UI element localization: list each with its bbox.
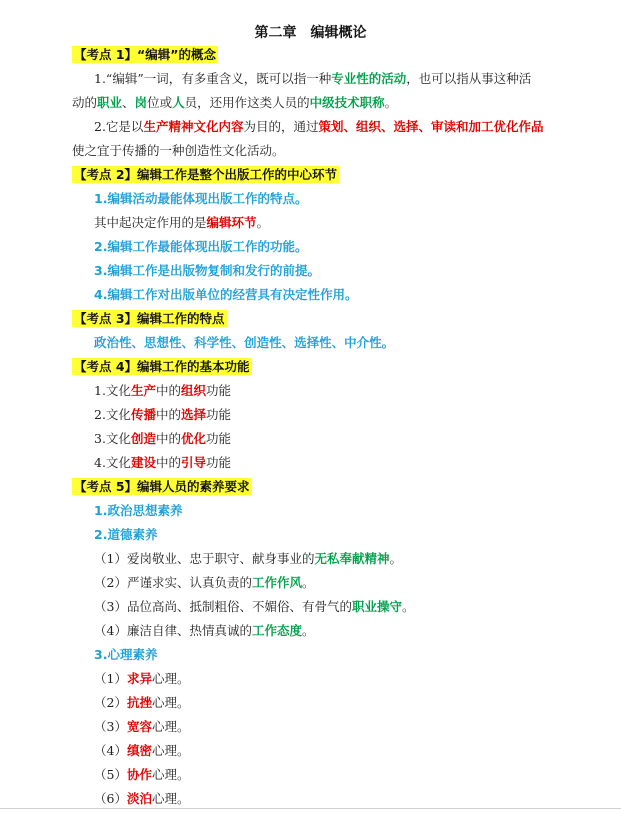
key-term: 岗 [134, 95, 148, 110]
trait: 创造性 [244, 335, 282, 350]
text-run: 中的 [155, 455, 181, 470]
key-term: 求异 [126, 671, 152, 686]
text-run: （4）廉洁自律、热情真诚的 [94, 623, 252, 638]
text-run: （5） [94, 767, 127, 782]
point-2-2: 2.编辑工作最能体现出版工作的功能。 [94, 239, 308, 254]
text-run: （3）品位高尚、抵制粗俗、不媚俗、有骨气的 [94, 599, 352, 614]
separator: 、 [231, 335, 245, 350]
section-heading-5-text: 【考点 5】编辑人员的素养要求 [74, 479, 250, 494]
section-heading-4-text: 【考点 4】编辑工作的基本功能 [74, 359, 250, 374]
text-run: （6） [94, 791, 127, 806]
text-run: 。 [256, 215, 270, 230]
text-run: 2.文化 [94, 407, 131, 422]
text-run: 中的 [155, 383, 181, 398]
text-run: 心理。 [151, 719, 190, 734]
function-item-2 [94, 406, 231, 424]
key-term: 优化 [180, 431, 206, 446]
key-term: 协作 [126, 767, 152, 782]
key-term: 无私奉献精神 [314, 551, 390, 566]
key-term: 工作作风 [251, 575, 302, 590]
text-run: 。 [389, 551, 402, 566]
moral-item-2 [94, 574, 315, 592]
moral-quality: 2.道德素养 [94, 527, 158, 542]
psych-item-2 [94, 694, 189, 712]
text-run: 其中起决定作用的是 [94, 215, 207, 230]
function-item-3 [94, 430, 231, 448]
text-run: 功能 [205, 431, 231, 446]
paragraph-1-line-2 [72, 94, 397, 112]
psych-item-4 [94, 742, 189, 760]
section-heading-5 [72, 478, 252, 496]
text-run: （2） [94, 695, 127, 710]
text-run: 。 [301, 623, 315, 638]
psych-quality: 3.心理素养 [94, 647, 158, 662]
text-run: 动的 [72, 95, 98, 110]
text-run: 心理。 [151, 671, 190, 686]
moral-item-3 [94, 598, 415, 616]
separator: 、 [281, 335, 295, 350]
key-term: 淡泊 [126, 791, 152, 806]
separator: 、 [131, 335, 145, 350]
section-heading-1-text: 【考点 1】“编辑”的概念 [74, 47, 216, 62]
point-2-1-detail [94, 214, 269, 232]
section-heading-2 [72, 166, 339, 184]
trait: 选择性 [294, 335, 332, 350]
psych-item-5 [94, 766, 189, 784]
trait: 思想性 [144, 335, 182, 350]
paragraph-1-line-1 [94, 70, 531, 88]
chapter-title: 第二章 编辑概论 [254, 25, 367, 41]
key-term: 策划、组织、选择、审读和加工优化作品 [318, 119, 544, 134]
section-heading-2-text: 【考点 2】编辑工作是整个出版工作的中心环节 [74, 167, 338, 182]
key-term: 传播 [130, 407, 156, 422]
key-term: 建设 [130, 455, 156, 470]
text-run: 。 [301, 575, 315, 590]
text-run: 、 [122, 95, 135, 110]
separator: 。 [381, 335, 395, 350]
psych-item-1 [94, 670, 189, 688]
text-run: 。 [384, 95, 398, 110]
key-term: 职业操守 [351, 599, 402, 614]
text-run: 心理。 [151, 695, 190, 710]
key-term: 职业 [97, 95, 123, 110]
text-run: 功能 [205, 383, 231, 398]
text-run: 位或 [147, 95, 173, 110]
text-run: 4.文化 [94, 455, 131, 470]
key-term: 组织 [180, 383, 206, 398]
key-term: 人 [172, 95, 185, 110]
text-run: 中的 [155, 407, 181, 422]
psych-item-3 [94, 718, 189, 736]
section-heading-4 [72, 358, 252, 376]
text-run: （1）爱岗敬业、忠于职守、献身事业的 [94, 551, 315, 566]
key-term: 编辑环节 [206, 215, 257, 230]
text-run: 功能 [205, 407, 231, 422]
point-2-1: 1.编辑活动最能体现出版工作的特点。 [94, 191, 308, 206]
text-run: 中的 [155, 431, 181, 446]
paragraph-2-line-2 [72, 142, 285, 160]
key-term: 工作态度 [251, 623, 302, 638]
page-bottom-divider [0, 808, 621, 809]
key-term: 生产精神文化内容 [143, 119, 244, 134]
key-term: 抗挫 [126, 695, 152, 710]
key-term: 生产 [130, 383, 156, 398]
key-term: 宽容 [126, 719, 152, 734]
function-item-1 [94, 382, 231, 400]
key-term: 选择 [180, 407, 206, 422]
text-run: 功能 [205, 455, 231, 470]
point-2-4: 4.编辑工作对出版单位的经营具有决定性作用。 [94, 287, 358, 302]
section-heading-3 [72, 310, 227, 328]
text-run: （3） [94, 719, 127, 734]
text-run: 使之宜于传播的一种创造性文化活动。 [72, 143, 285, 158]
text-run: 3.文化 [94, 431, 131, 446]
text-run: （1） [94, 671, 127, 686]
political-quality: 1.政治思想素养 [94, 503, 183, 518]
text-run: 员，还用作这类人员的 [184, 95, 310, 110]
text-run: 为目的，通过 [243, 119, 319, 134]
psych-item-6 [94, 790, 189, 808]
trait: 政治性 [94, 335, 132, 350]
separator: 、 [181, 335, 195, 350]
paragraph-2-line-1 [94, 118, 543, 136]
key-term: 创造 [130, 431, 156, 446]
text-run: 。 [401, 599, 415, 614]
trait: 中介性 [344, 335, 382, 350]
trait: 科学性 [194, 335, 232, 350]
key-term: 专业性的活动 [331, 71, 407, 86]
text-run: ，也可以指从事这种活 [406, 71, 532, 86]
text-run: 心理。 [151, 791, 190, 806]
text-run: （4） [94, 743, 127, 758]
text-run: 1.“编辑”一词，有多重含义，既可以指一种 [94, 71, 332, 86]
key-term: 引导 [180, 455, 206, 470]
traits-line [94, 334, 394, 352]
text-run: 2.它是以 [94, 119, 144, 134]
text-run: 心理。 [151, 743, 190, 758]
separator: 、 [331, 335, 345, 350]
text-run: 1.文化 [94, 383, 131, 398]
point-2-3: 3.编辑工作是出版物复制和发行的前提。 [94, 263, 320, 278]
function-item-4 [94, 454, 231, 472]
key-term: 中级技术职称 [309, 95, 385, 110]
text-run: （2）严谨求实、认真负责的 [94, 575, 252, 590]
moral-item-4 [94, 622, 315, 640]
key-term: 缜密 [126, 743, 152, 758]
text-run: 心理。 [151, 767, 190, 782]
moral-item-1 [94, 550, 402, 568]
section-heading-1 [72, 46, 218, 64]
section-heading-3-text: 【考点 3】编辑工作的特点 [74, 311, 225, 326]
